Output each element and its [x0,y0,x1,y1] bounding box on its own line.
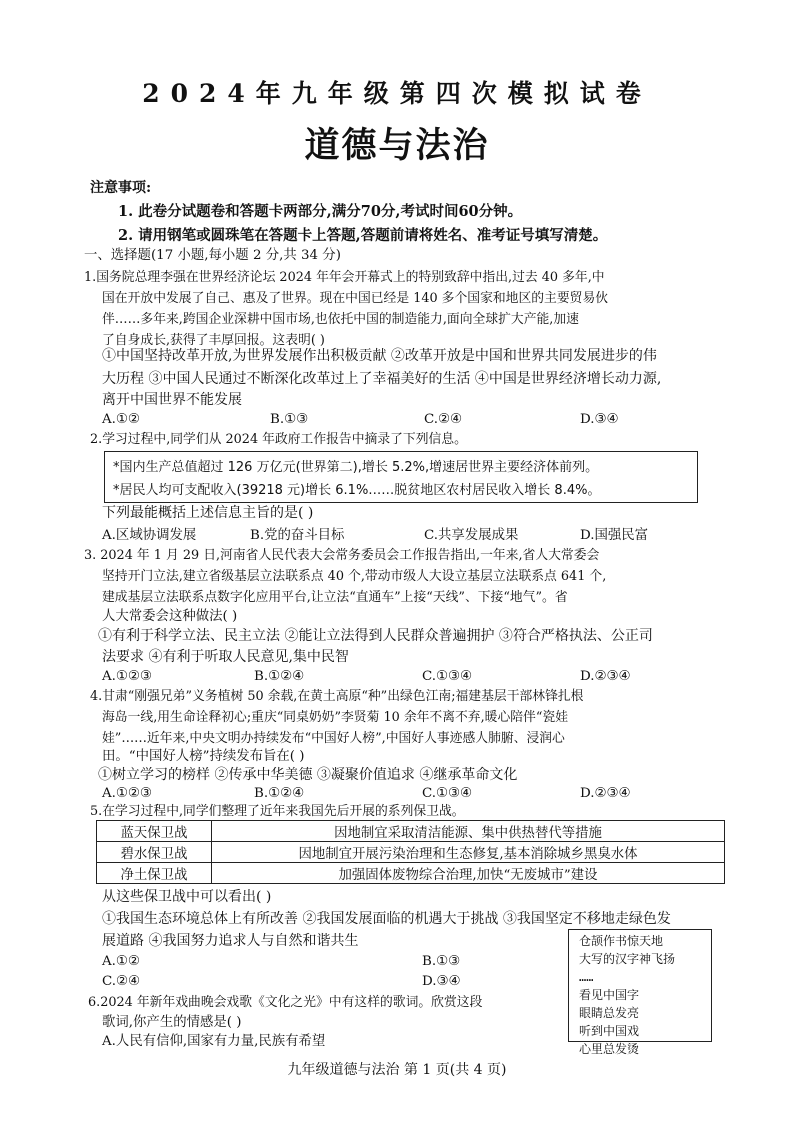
notice-item: 1. 此卷分试题卷和答题卡两部分,满分70分,考试时间60分钟。 [118,203,523,220]
question-line: 国在开放中发展了自己、惠及了世界。现在中国已经是 140 多个国家和地区的主要贸易伙 [102,291,609,306]
info-line: *国内生产总值超过 126 万亿元(世界第二),增长 5.2%,增速居世界主要经济体前列。 [113,460,599,475]
lyric-line: 眼睛总发亮 [579,1006,640,1020]
question-line: ①我国生态环境总体上有所改善 ②我国发展面临的机遇大于挑战 ③我国坚定不移地走绿色发 [102,911,671,927]
question-line: ①树立学习的榜样 ②传承中华美德 ③凝聚价值追求 ④继承革命文化 [98,767,518,783]
question-stem: 2.学习过程中,同学们从 2024 年政府工作报告中摘录了下列信息。 [90,432,467,447]
option-a[interactable]: A.①②③ [102,669,152,684]
page-footer: 九年级道德与法治 第 1 页(共 4 页) [287,1062,507,1078]
question-line: A.人民有信仰,国家有力量,民族有希望 [102,1034,326,1049]
question-line: 海岛一线,用生命诠释初心;重庆“同桌奶奶”李贤菊 10 余年不离不弃,暖心陪伴“瓷娃 [102,710,568,725]
option-c[interactable]: C.共享发展成果 [424,528,519,543]
question-line: 伴……多年来,跨国企业深耕中国市场,也依托中国的制造能力,面向全球扩大产能,加速 [102,312,579,327]
question-line: 展道路 ④我国努力追求人与自然和谐共生 [102,933,359,949]
lyric-line: 心里总发烫 [579,1042,640,1056]
lyric-line: …… [579,970,594,984]
question-line: ①中国坚持改革开放,为世界发展作出积极贡献 ②改革开放是中国和世界共同发展进步的伟 [102,348,657,364]
option-d[interactable]: D.③④ [580,412,619,427]
notice-item: 2. 请用钢笔或圆珠笔在答题卡上答题,答题前请将姓名、准考证号填写清楚。 [118,227,608,244]
question-line: 3. 2024 年 1 月 29 日,河南省人民代表大会常务委员会工作报告指出,一年来,省人大常委会 [84,548,600,563]
option-d[interactable]: D.②③④ [580,786,631,801]
question-line: 歌词,你产生的情感是( ) [102,1015,242,1030]
option-a[interactable]: A.①② [102,412,140,427]
table-row [97,842,725,863]
table-cell: 净土保卫战 [97,863,212,884]
option-b[interactable]: B.①②④ [254,669,305,684]
table-cell: 因地制宜采取清洁能源、集中供热替代等措施 [212,821,725,842]
question-line: 法要求 ④有利于听取人民意见,集中民智 [102,649,349,665]
option-b[interactable]: B.①②④ [254,786,305,801]
lyric-line: 看见中国字 [579,988,640,1002]
table-cell: 碧水保卫战 [97,842,212,863]
option-c[interactable]: C.①③④ [422,669,473,684]
table-cell: 蓝天保卫战 [97,821,212,842]
question-line: 1.国务院总理李强在世界经济论坛 2024 年年会开幕式上的特别致辞中指出,过去 40 多年,中 [84,270,605,285]
option-a[interactable]: A.①②③ [102,786,152,801]
table-row [97,863,725,884]
defense-table [96,820,725,884]
lyric-line: 大写的汉字神飞扬 [579,952,676,966]
option-d[interactable]: D.③④ [422,974,461,989]
question-line: 大历程 ③中国人民通过不断深化改革过上了幸福美好的生活 ④中国是世界经济增长动力源, [102,371,662,387]
option-c[interactable]: C.①③④ [422,786,473,801]
question-ask: 下列最能概括上述信息主旨的是( ) [102,505,314,521]
question-line: 4.甘肃“刚强兄弟”义务植树 50 余载,在黄土高原“种”出绿色江南;福建基层干部林锋扎根 [90,689,584,704]
option-c[interactable]: C.②④ [102,974,141,989]
option-a[interactable]: A.区域协调发展 [102,528,197,543]
lyric-line: 仓颉作书惊天地 [579,934,664,948]
option-d[interactable]: D.②③④ [580,669,631,684]
notice-heading: 注意事项: [90,180,152,196]
question-line: 人大常委会这种做法( ) [102,609,238,624]
info-line: *居民人均可支配收入(39218 元)增长 6.1%……脱贫地区农村居民收入增长 8.4%。 [113,483,601,498]
question-line: 离开中国世界不能发展 [102,392,242,408]
exam-title: 2024年九年级第四次模拟试卷 [142,79,652,108]
option-b[interactable]: B.党的奋斗目标 [250,528,345,543]
question-stem: 5.在学习过程中,同学们整理了近年来我国先后开展的系列保卫战。 [90,804,465,819]
question-line: 田。“中国好人榜”持续发布旨在( ) [102,749,305,764]
question-ask: 从这些保卫战中可以看出( ) [102,889,272,905]
question-line: 坚持开门立法,建立省级基层立法联系点 40 个,带动市级人大设立基层立法联系点 641 个, [102,569,607,584]
table-cell: 加强固体废物综合治理,加快“无废城市”建设 [212,863,725,884]
table-row [97,821,725,842]
option-a[interactable]: A.①② [102,954,140,969]
lyrics-box [568,929,712,1056]
option-d[interactable]: D.国强民富 [580,528,649,543]
question-line: 了自身成长,获得了丰厚回报。这表明( ) [102,333,325,348]
question-line: ①有利于科学立法、民主立法 ②能让立法得到人民群众普遍拥护 ③符合严格执法、公正司 [98,628,653,644]
table-cell: 因地制宜开展污染治理和生态修复,基本消除城乡黑臭水体 [212,842,725,863]
question-line: 娃”……近年来,中央文明办持续发布“中国好人榜”,中国好人事迹感人肺腑、浸润心 [102,731,565,746]
subject-title: 道德与法治 [304,125,490,166]
question-line: 建成基层立法联系点数字化应用平台,让立法“直通车”上接“天线”、下接“地气”。省 [102,590,568,605]
lyric-line: 听到中国戏 [579,1024,640,1038]
question-line: 6.2024 年新年戏曲晚会戏歌《文化之光》中有这样的歌词。欣赏这段 [88,995,483,1010]
option-c[interactable]: C.②④ [424,412,463,427]
info-box [104,451,698,503]
option-b[interactable]: B.①③ [270,412,309,427]
option-b[interactable]: B.①③ [422,954,461,969]
section-heading: 一、选择题(17 小题,每小题 2 分,共 34 分) [84,248,341,263]
